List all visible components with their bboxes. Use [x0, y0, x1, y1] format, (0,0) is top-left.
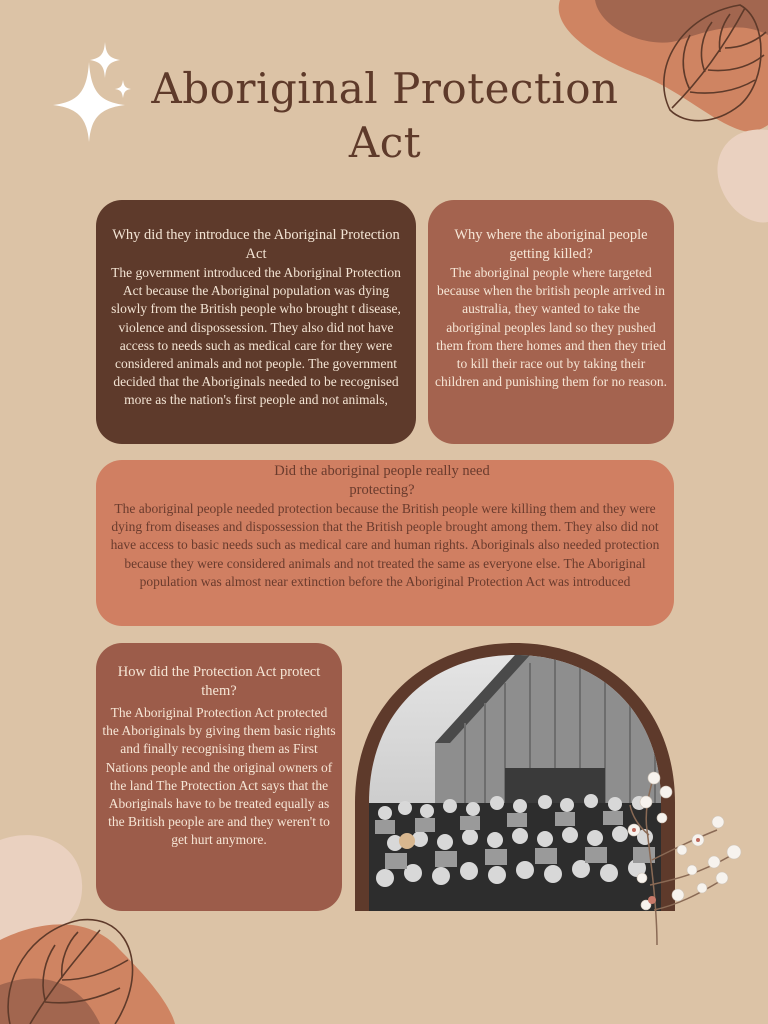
- card-need-protecting: [96, 460, 674, 626]
- card-heading: How did the Protection Act protect them?: [117, 664, 321, 699]
- card-body: The aboriginal people where targeted because when the british people arrived in australia, they wanted to take the aboriginal peoples land so they pushed them from there homes and then they tried to kill their race out by taking their children and punishing them for no reason.: [434, 265, 668, 390]
- flower-branch-icon: [622, 770, 752, 950]
- card-body: The Aboriginal Protection Act protected the Aboriginals by giving them basic rights and finally recognising them as First Nations people and the original owners of the land The Protection Act says that the Aboriginals have to be treated equally as the British people are and they weren't to get hurt anymore.: [102, 705, 336, 848]
- card-why-introduce: [96, 200, 416, 444]
- card-why-killed: [428, 200, 674, 444]
- card-heading: Why where the aboriginal people getting killed?: [454, 227, 648, 262]
- card-body: The aboriginal people needed protection because the British people were killing them and they were dying from diseases and dispossession that the British people brought among them. They also did not have access to basic needs such as medical care and human rights. Aboriginals also needed protection because they were considered animals and not treated the same as everyone else. The Aboriginal population was almost near extinction before the Aboriginal Protection Act was introduced: [110, 501, 660, 589]
- card-how-protect: [96, 643, 342, 911]
- sparkle-icon: [45, 42, 140, 142]
- page-title: Aboriginal Protection Act: [151, 64, 619, 167]
- card-body: The government introduced the Aboriginal Protection Act because the Aboriginal population was dying slowly from the British people who brought t disease, violence and dispossession. They also did not have access to needs such as medical care for they were considered animals and not people. The government decided that the Aboriginals needed to be recognised more as the nation's first people and not animals,: [111, 265, 401, 408]
- card-heading: Why did they introduce the Aboriginal Protection Act: [112, 227, 400, 262]
- card-heading: Did the aboriginal people really need protecting?: [274, 463, 490, 498]
